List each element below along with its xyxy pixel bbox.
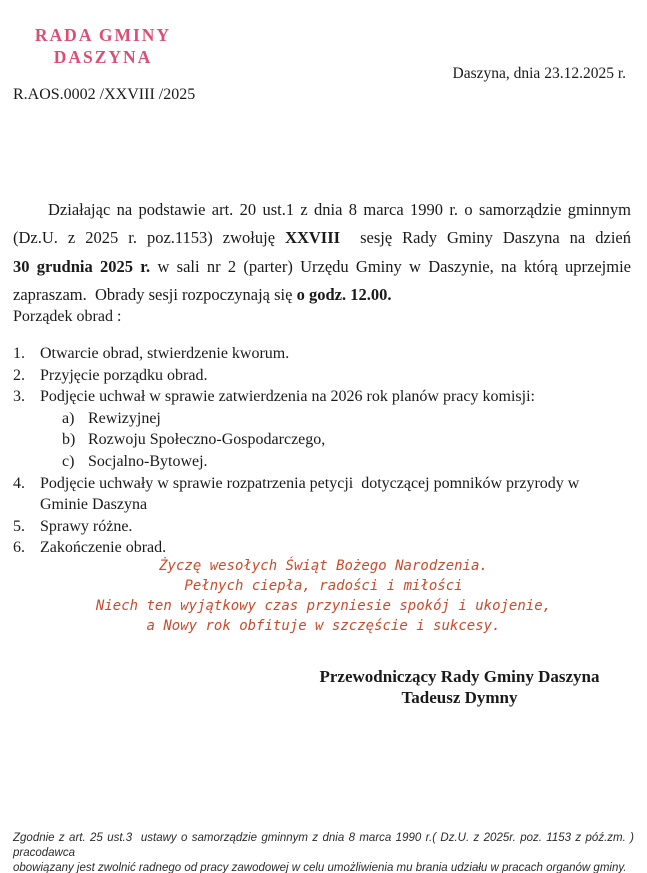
- agenda-item-number: 5.: [13, 517, 25, 535]
- agenda-subitem-text: Socjalno-Bytowej.: [88, 452, 208, 470]
- council-stamp-line1: RADA GMINY: [34, 25, 172, 45]
- signature-title: Przewodniczący Rady Gminy Daszyna: [319, 667, 600, 686]
- date-line: Daszyna, dnia 23.12.2025 r.: [452, 65, 626, 82]
- intro-line: [13, 196, 631, 224]
- wishes-line: Niech ten wyjątkowy czas przyniesie spokój i ukojenie,: [95, 598, 552, 614]
- signature-block: [312, 666, 607, 708]
- agenda-item-number: 1.: [13, 345, 25, 362]
- agenda-item-number: 6.: [13, 539, 25, 557]
- footnote-line: obowiązany jest zwolnić radnego od pracy zawodowej w celu umożliwienia mu brania udziału w pracach organów gminy.: [13, 861, 627, 873]
- intro-bold-text: XXVIII: [285, 228, 341, 248]
- agenda-item-number: 2.: [13, 366, 25, 384]
- wishes-line: Życzę wesołych Świąt Bożego Narodzenia.: [159, 558, 488, 574]
- agenda-item: [13, 516, 631, 538]
- reference-number: R.AOS.0002 /XXVIII /2025: [13, 86, 196, 103]
- agenda-item-number: 4.: [13, 474, 25, 492]
- intro-bold-text: 30 grudnia 2025 r.: [13, 256, 151, 276]
- agenda-item-text: Sprawy różne.: [40, 517, 133, 535]
- agenda-item-text: Podjęcie uchwały w sprawie rozpatrzenia petycji dotyczącej pomników przyrody w Gminie Daszyna: [40, 474, 584, 514]
- agenda-item: [13, 343, 631, 365]
- legal-footnote: [13, 831, 638, 873]
- agenda-subitem: [62, 429, 631, 451]
- agenda-item-text: Otwarcie obrad, stwierdzenie kworum.: [40, 345, 290, 362]
- footnote-line: Zgodnie z art. 25 ust.3 ustawy o samorządzie gminnym z dnia 8 marca 1990 r.( Dz.U. z 2025r. poz. 1153 z póź.zm. ) pracodawca: [13, 832, 638, 859]
- intro-text: zapraszam. Obrady sesji rozpoczynają się: [13, 284, 297, 304]
- holiday-wishes: [0, 556, 647, 636]
- agenda-item-text: Zakończenie obrad.: [40, 539, 167, 557]
- agenda-subitem-letter: b): [62, 431, 76, 449]
- council-stamp: [28, 24, 178, 68]
- agenda-item-text: Podjęcie uchwał w sprawie zatwierdzenia na 2026 rok planów pracy komisji:: [40, 388, 535, 406]
- agenda-item: [13, 365, 631, 387]
- wishes-line: a Nowy rok obfituje w szczęście i sukcesy.: [146, 618, 501, 634]
- council-stamp-line2: DASZYNA: [53, 47, 153, 67]
- agenda-subitem-letter: a): [62, 409, 75, 427]
- agenda-heading: Porządek obrad :: [13, 308, 122, 325]
- intro-line: [13, 281, 631, 309]
- agenda-subitem-text: Rozwoju Społeczno-Gospodarczego,: [88, 431, 326, 449]
- intro-text: Działając na podstawie art. 20 ust.1 z dnia 8 marca 1990 r. o samorządzie gminnym: [48, 200, 631, 219]
- agenda-subitem: [62, 451, 631, 473]
- intro-text: w sali nr 2 (parter) Urzędu Gminy w Daszynie, na którą uprzejmie: [150, 256, 631, 276]
- intro-text: (Dz.U. z 2025 r. poz.1153) zwołuję: [13, 228, 286, 248]
- agenda-subitem-text: Rewizyjnej: [88, 409, 161, 427]
- agenda-subitem-letter: c): [62, 452, 75, 470]
- wishes-line: Pełnych ciepła, radości i miłości: [184, 578, 463, 594]
- signature-name: Tadeusz Dymny: [401, 688, 518, 707]
- agenda-item: [13, 386, 631, 408]
- intro-line: [13, 224, 631, 252]
- intro-text: sesję Rady Gminy Daszyna na dzień: [340, 228, 631, 248]
- agenda-item-number: 3.: [13, 388, 25, 406]
- intro-paragraph: [13, 196, 631, 309]
- intro-bold-text: o godz. 12.00.: [296, 284, 392, 304]
- agenda-list: [13, 343, 631, 559]
- agenda-item-text: Przyjęcie porządku obrad.: [40, 366, 208, 384]
- intro-line: [13, 253, 631, 281]
- agenda-subitem: [62, 408, 631, 430]
- agenda-item: [13, 473, 631, 516]
